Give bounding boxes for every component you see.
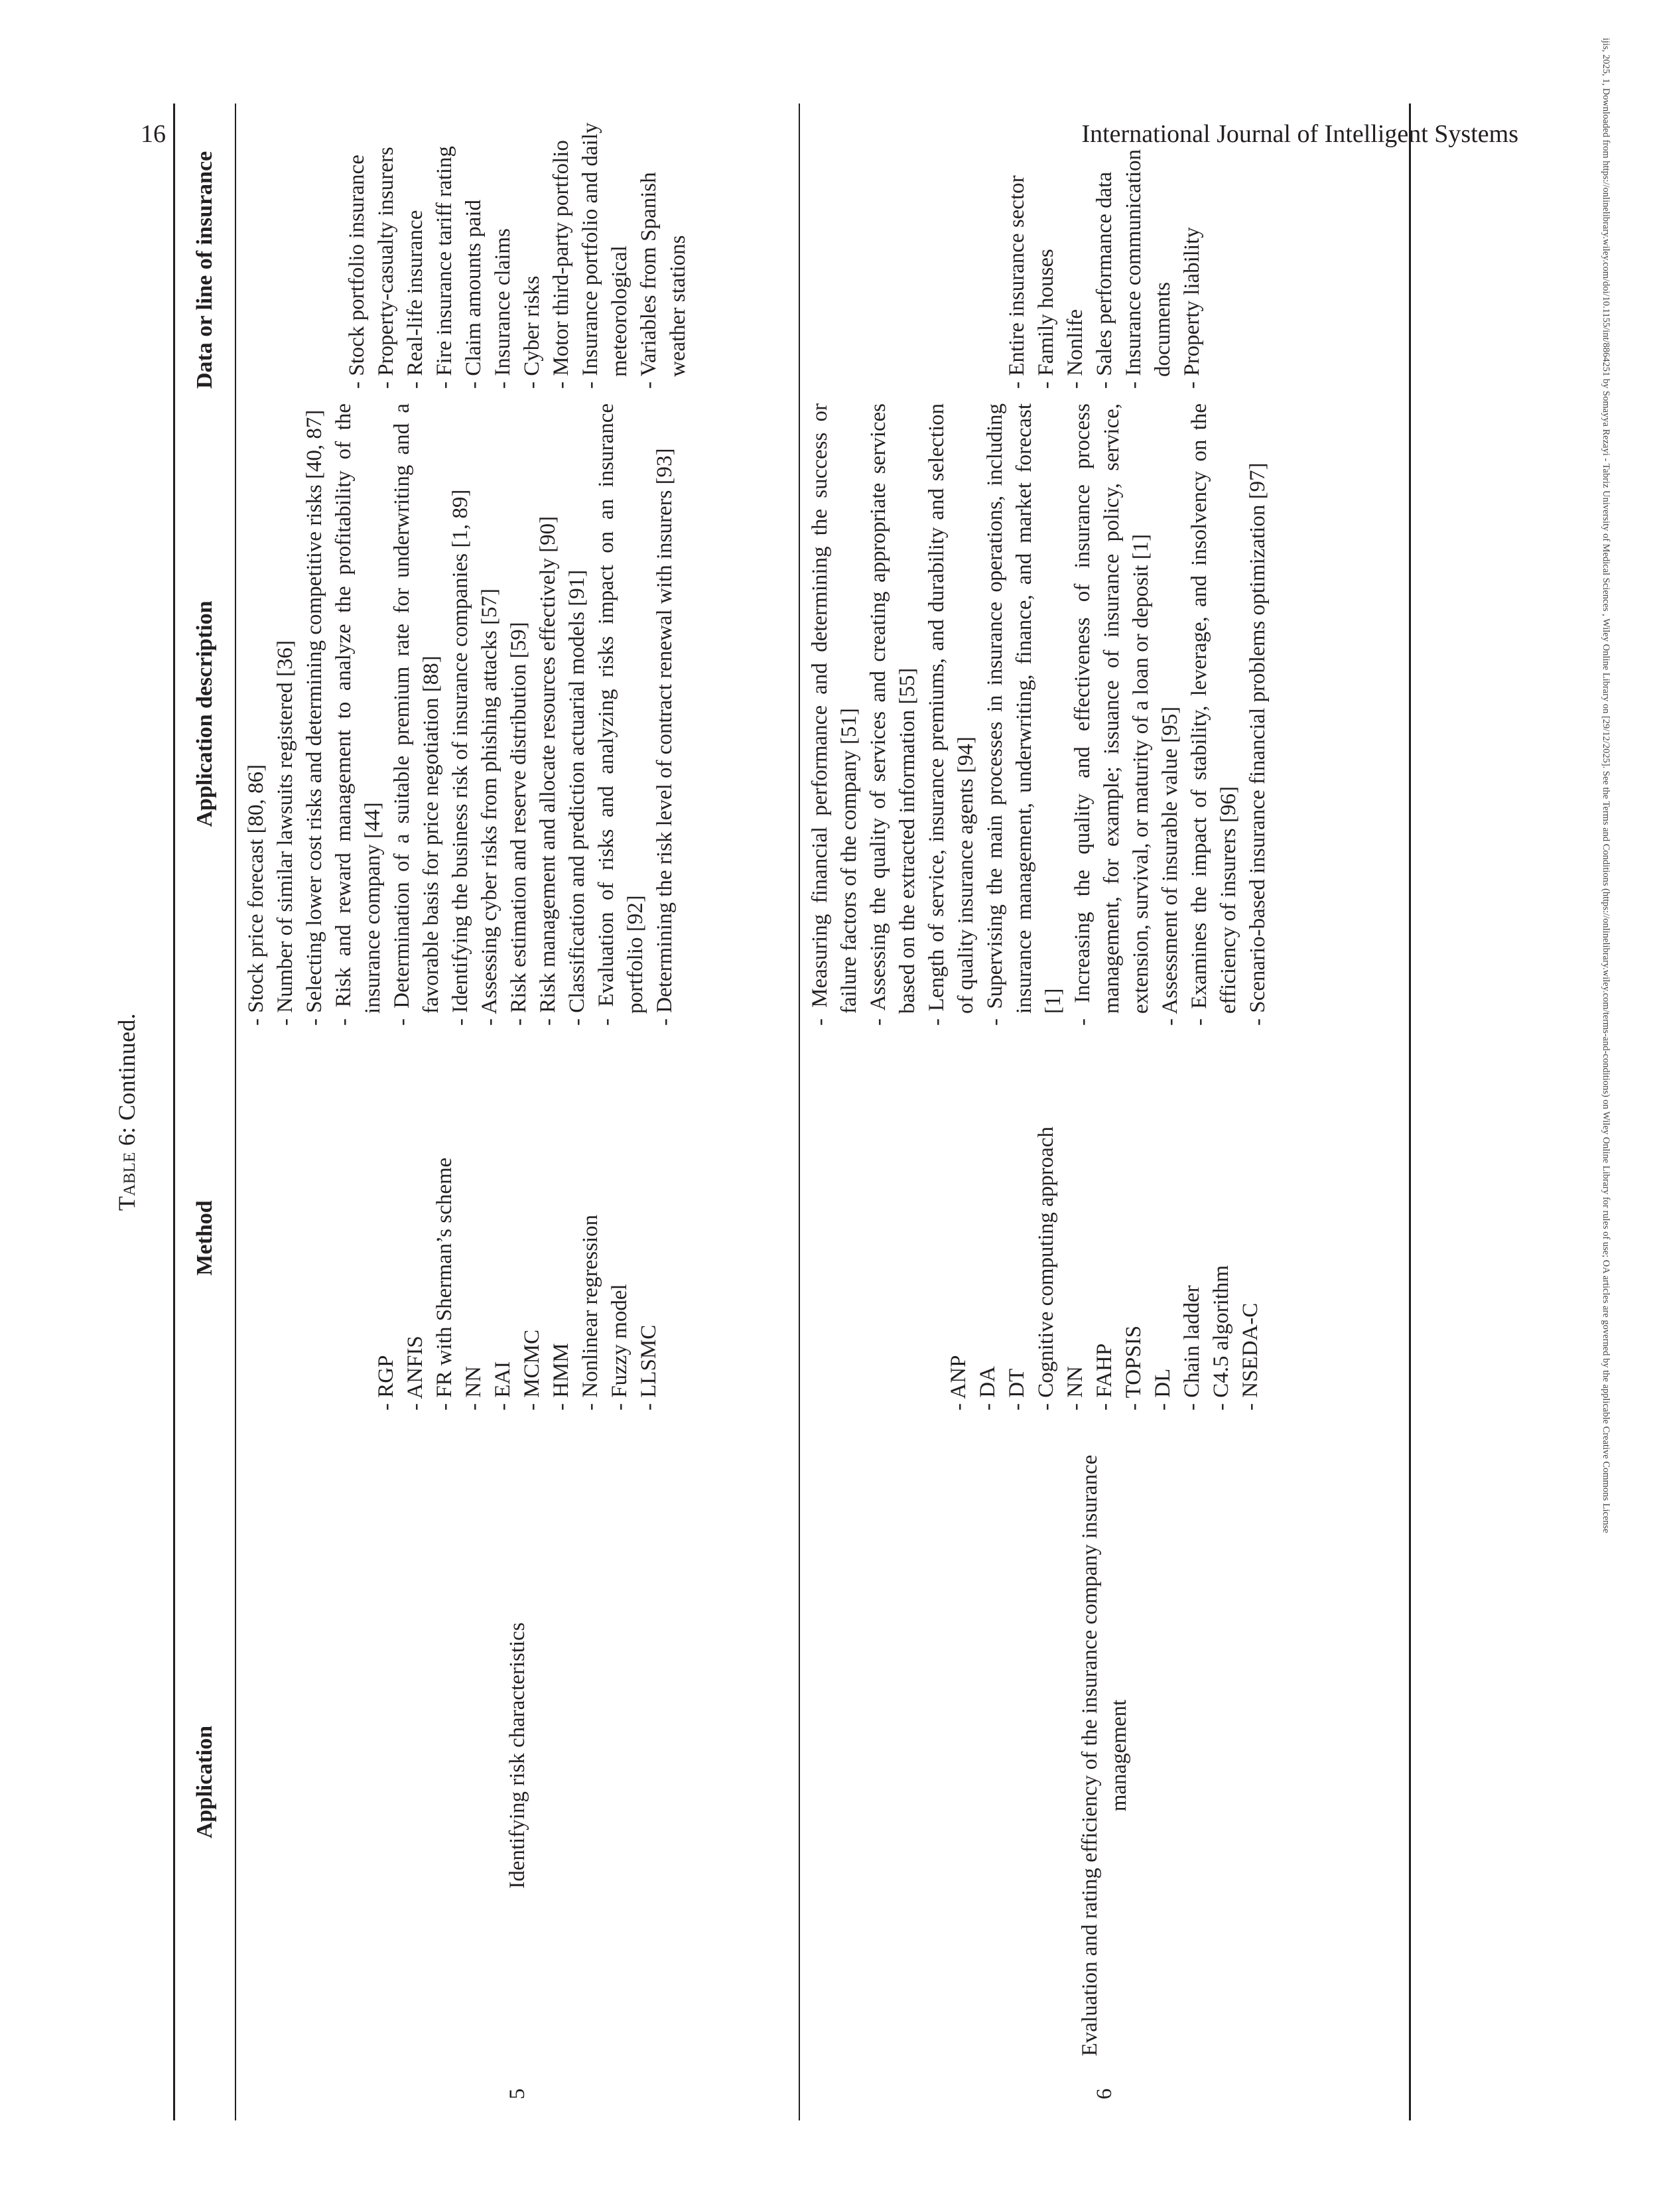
application-text: Identifying risk characteristics (505, 1622, 529, 1889)
header-description: Application description (192, 600, 217, 827)
list-item: - Examines the impact of stability, leverage, and insolvency on the efficiency of insurers [96] (1185, 403, 1243, 1026)
list-item: - Number of similar lawsuits registered [36] (271, 403, 300, 1026)
list-item: - Measuring financial performance and determining the success or failure factors of the company [51] (805, 403, 864, 1026)
list-item: - NSEDA-C (1236, 1127, 1265, 1411)
list-item: - NN (1061, 1127, 1090, 1411)
row-number: 5 (505, 2088, 529, 2100)
list-item: - FAHP (1090, 1127, 1119, 1411)
data-cell (236, 104, 799, 395)
application-cell (800, 1444, 1409, 2120)
method-cell (236, 1032, 799, 1444)
list-item: - Chain ladder (1177, 1127, 1207, 1411)
table-row (800, 104, 1409, 2120)
header-application: Application (192, 1725, 217, 1839)
method-list (371, 1158, 663, 1411)
table-label: Table 6: (113, 1127, 140, 1211)
list-item: - Entire insurance sector (1002, 110, 1031, 389)
page-number: 16 (141, 120, 166, 148)
table-caption-text: Continued. (113, 1013, 140, 1121)
list-item: - Variables from Spanish weather stations (634, 110, 693, 389)
method-list (944, 1127, 1265, 1411)
data-cell (800, 104, 1409, 395)
list-item: - Evaluation of risks and analyzing risks impact on an insurance portfolio [92] (592, 403, 650, 1026)
description-list (241, 403, 679, 1026)
list-item: - Insurance communication documents (1119, 110, 1177, 389)
list-item: - Claim amounts paid (459, 110, 488, 389)
description-list (805, 403, 1272, 1026)
list-item: - Cognitive computing approach (1031, 1127, 1061, 1411)
download-notice: ijis, 2025, 1, Downloaded from https://onlinelibrary.wiley.com/doi/10.1155/int/8864251 by Somayya Rezayi - Tabriz University of Medical Sciences , Wiley Online Library on [29/12/2025]. See the Terms and Conditions (https://onlinelibrary.wiley.com/terms-and-conditions) on Wiley Online Library for rules of use; OA articles are governed by the applicable Creative Commons License (1601, 38, 1611, 1533)
application-cell (236, 1444, 799, 2120)
list-item: - Cyber risks (517, 110, 547, 389)
list-item: - DT (1002, 1127, 1031, 1411)
list-item: - FR with Sherman’s scheme (430, 1158, 459, 1411)
list-item: - Identifying the business risk of insurance companies [1, 89] (446, 403, 475, 1026)
list-item: - DL (1148, 1127, 1177, 1411)
journal-title: International Journal of Intelligent Systems (1081, 120, 1518, 148)
data-list (1002, 110, 1207, 389)
list-item: - Property-casualty insurers (371, 110, 401, 389)
list-item: - ANP (944, 1127, 973, 1411)
list-item: - Nonlinear regression (576, 1158, 605, 1411)
data-list (342, 110, 693, 389)
method-cell (800, 1032, 1409, 1444)
row-number: 6 (1093, 2088, 1116, 2100)
list-item: - MCMC (517, 1158, 547, 1411)
list-item: - Fire insurance tariff rating (430, 110, 459, 389)
list-item: - Sales performance data (1090, 110, 1119, 389)
list-item: - Nonlife (1061, 110, 1090, 389)
list-item: - Increasing the quality and effectiveness of insurance process management, for example; issuance of insurance policy, service, extension, survival, or maturity of a loan or deposit [1] (1068, 403, 1156, 1026)
list-item: - C4.5 algorithm (1207, 1127, 1236, 1411)
list-item: - Risk management and allocate resources effectively [90] (533, 403, 563, 1026)
list-item: - Property liability (1177, 110, 1207, 389)
list-item: - Supervising the main processes in insurance operations, including insurance management, underwriting, finance, and market forecast [1] (980, 403, 1068, 1026)
table-row (236, 104, 800, 2120)
rotated-table-content (107, 104, 1440, 2120)
list-item: - Assessing the quality of services and creating appropriate services based on the extracted information [55] (864, 403, 922, 1026)
description-cell (800, 395, 1409, 1032)
list-item: - TOPSIS (1119, 1127, 1148, 1411)
list-item: - HMM (547, 1158, 576, 1411)
list-item: - DA (973, 1127, 1002, 1411)
data-table (173, 104, 1411, 2120)
list-item: - Selecting lower cost risks and determining competitive risks [40, 87] (300, 403, 329, 1026)
header-method: Method (192, 1200, 217, 1276)
list-item: - Classification and prediction actuarial models [91] (563, 403, 592, 1026)
list-item: - Scenario-based insurance financial problems optimization [97] (1243, 403, 1272, 1026)
list-item: - NN (459, 1158, 488, 1411)
table-header-row (175, 104, 236, 2120)
list-item: - ANFIS (401, 1158, 430, 1411)
list-item: - Assessing cyber risks from phishing attacks [57] (475, 403, 504, 1026)
list-item: - Insurance portfolio and daily meteorological (576, 110, 634, 389)
application-text: Evaluation and rating efficiency of the insurance company insurance management (1078, 1454, 1131, 2057)
table-caption (107, 104, 153, 2120)
list-item: - EAI (488, 1158, 517, 1411)
list-item: - Determination of a suitable premium rate for underwriting and a favorable basis for price negotiation [88] (387, 403, 446, 1026)
list-item: - Assessment of insurable value [95] (1156, 403, 1185, 1026)
list-item: - Risk estimation and reserve distribution [59] (504, 403, 533, 1026)
header-data: Data or line of insurance (192, 151, 217, 389)
description-cell (236, 395, 799, 1032)
list-item: - Stock price forecast [80, 86] (241, 403, 271, 1026)
list-item: - Length of service, insurance premiums, and durability and selection of quality insurance agents [94] (922, 403, 980, 1026)
list-item: - Determining the risk level of contract renewal with insurers [93] (650, 403, 679, 1026)
list-item: - RGP (371, 1158, 401, 1411)
list-item: - Stock portfolio insurance (342, 110, 371, 389)
list-item: - Motor third-party portfolio (547, 110, 576, 389)
list-item: - Family houses (1031, 110, 1061, 389)
list-item: - Real-life insurance (401, 110, 430, 389)
list-item: - Fuzzy model (605, 1158, 634, 1411)
list-item: - Insurance claims (488, 110, 517, 389)
list-item: - Risk and reward management to analyze the profitability of the insurance company [44] (329, 403, 387, 1026)
list-item: - LLSMC (634, 1158, 663, 1411)
